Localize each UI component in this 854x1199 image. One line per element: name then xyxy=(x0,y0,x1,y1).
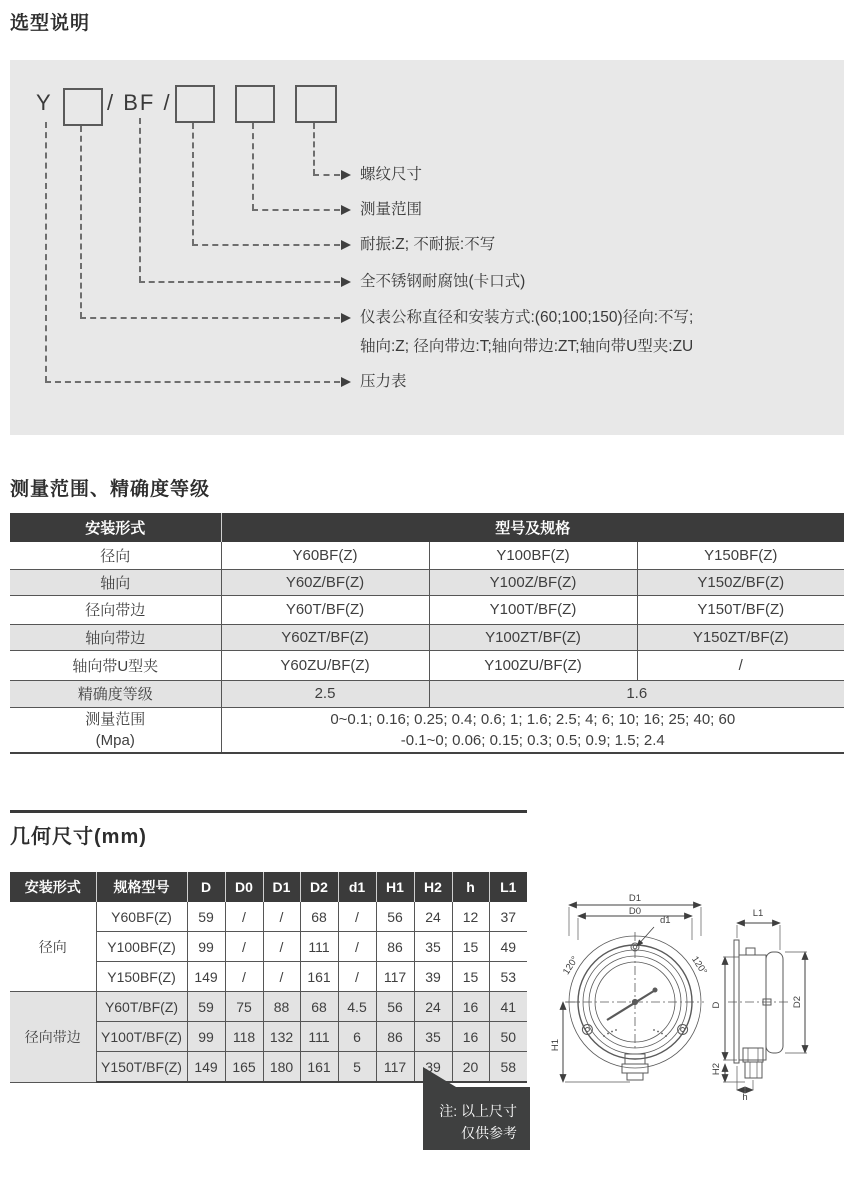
model-cell: Y100BF(Z) xyxy=(96,932,187,962)
range-label xyxy=(10,707,221,753)
value-cell: 56 xyxy=(376,992,414,1022)
dim-label-l1: L1 xyxy=(752,908,764,919)
group-label: 径向 xyxy=(10,902,96,992)
value-cell: 161 xyxy=(300,1052,338,1083)
gauge-drawing xyxy=(538,888,854,1105)
model-cell: Y60BF(Z) xyxy=(96,902,187,932)
range-values xyxy=(221,707,844,753)
range-label-text: 测量范围 xyxy=(85,710,146,728)
code-box-thread xyxy=(295,85,337,123)
group-label: 径向带边 xyxy=(10,992,96,1083)
value-cell: 5 xyxy=(338,1052,376,1083)
code-label-gauge: 压力表 xyxy=(360,373,407,390)
value-cell: 20 xyxy=(452,1052,489,1083)
value-cell: 180 xyxy=(263,1052,300,1083)
dashed-connector xyxy=(45,381,340,383)
arrow-icon xyxy=(341,205,351,215)
install-type-cell: 轴向带U型夹 xyxy=(10,650,221,680)
dashed-connector xyxy=(80,317,340,319)
value-cell: 165 xyxy=(225,1052,263,1083)
code-mid: / BF / xyxy=(107,90,172,115)
code-label-diameter-line1: 仪表公称直径和安装方式:(60;100;150)径向:不写; xyxy=(360,309,694,326)
value-cell: 37 xyxy=(489,902,527,932)
selection-panel xyxy=(10,60,844,435)
value-cell: / xyxy=(263,962,300,992)
value-cell: 53 xyxy=(489,962,527,992)
install-type-cell: 轴向 xyxy=(10,569,221,595)
arrow-icon xyxy=(341,170,351,180)
dim-label-h: h xyxy=(742,1092,748,1103)
range-unit: (Mpa) xyxy=(95,731,135,749)
dashed-connector xyxy=(80,126,82,318)
value-cell: / xyxy=(338,902,376,932)
value-cell: 35 xyxy=(414,932,452,962)
value-cell: 41 xyxy=(489,992,527,1022)
value-cell: 12 xyxy=(452,902,489,932)
model-cell: Y60T/BF(Z) xyxy=(96,992,187,1022)
model-cell: Y100ZT/BF(Z) xyxy=(429,624,637,650)
table-row xyxy=(10,569,844,595)
value-cell: 49 xyxy=(489,932,527,962)
arrow-icon xyxy=(341,377,351,387)
model-cell: Y150T/BF(Z) xyxy=(96,1052,187,1083)
dim-label-d: D xyxy=(711,1001,722,1009)
value-cell: 99 xyxy=(187,932,225,962)
col-header: D xyxy=(187,872,225,902)
model-cell: Y60T/BF(Z) xyxy=(221,595,429,624)
value-cell: / xyxy=(225,932,263,962)
value-cell: 149 xyxy=(187,962,225,992)
note-line2: 仅供参考 xyxy=(461,1125,517,1141)
arrow-icon xyxy=(341,313,351,323)
accuracy-value: 2.5 xyxy=(221,680,429,707)
section-divider xyxy=(10,810,527,813)
col-header-install: 安装形式 xyxy=(10,513,221,542)
spec-table xyxy=(10,513,844,754)
model-cell: Y150ZT/BF(Z) xyxy=(637,624,844,650)
value-cell: 15 xyxy=(452,932,489,962)
col-header-model: 型号及规格 xyxy=(221,513,844,542)
value-cell: 58 xyxy=(489,1052,527,1083)
code-box-vibration xyxy=(175,85,215,123)
value-cell: 68 xyxy=(300,902,338,932)
col-header: H1 xyxy=(376,872,414,902)
table-row xyxy=(10,542,844,569)
col-header: 规格型号 xyxy=(96,872,187,902)
table-row xyxy=(10,624,844,650)
code-label-material: 全不锈钢耐腐蚀(卡口式) xyxy=(360,273,526,290)
code-label-thread: 螺纹尺寸 xyxy=(360,166,423,183)
value-cell: 117 xyxy=(376,1052,414,1083)
col-header: D1 xyxy=(263,872,300,902)
table-row xyxy=(10,595,844,624)
dashed-connector xyxy=(139,118,141,282)
model-cell: Y150Z/BF(Z) xyxy=(637,569,844,595)
value-cell: 15 xyxy=(452,962,489,992)
value-cell: / xyxy=(263,932,300,962)
value-cell: 59 xyxy=(187,902,225,932)
dim-label-d1-small: d1 xyxy=(660,915,671,926)
note-line1: 注: 以上尺寸 xyxy=(439,1103,517,1119)
accuracy-value: 1.6 xyxy=(429,680,844,707)
value-cell: 86 xyxy=(376,1022,414,1052)
value-cell: 117 xyxy=(376,962,414,992)
dims-table xyxy=(10,872,527,1083)
table-header-row xyxy=(10,872,527,902)
dashed-connector xyxy=(45,122,47,382)
value-cell: 24 xyxy=(414,902,452,932)
range-line2: -0.1~0; 0.06; 0.15; 0.3; 0.5; 0.9; 1.5; 2.4 xyxy=(400,731,665,749)
value-cell: 50 xyxy=(489,1022,527,1052)
value-cell: 39 xyxy=(414,1052,452,1083)
value-cell: 16 xyxy=(452,992,489,1022)
table-row xyxy=(10,650,844,680)
dim-label-deg-left: 120° xyxy=(560,954,581,977)
model-cell: Y60ZU/BF(Z) xyxy=(221,650,429,680)
value-cell: 118 xyxy=(225,1022,263,1052)
value-cell: 39 xyxy=(414,962,452,992)
model-cell: / xyxy=(637,650,844,680)
value-cell: 68 xyxy=(300,992,338,1022)
model-cell: Y100T/BF(Z) xyxy=(96,1022,187,1052)
dashed-connector xyxy=(192,123,194,245)
range-row xyxy=(10,707,844,753)
spec-title: 测量范围、精确度等级 xyxy=(10,479,211,500)
value-cell: 88 xyxy=(263,992,300,1022)
table-row xyxy=(10,902,527,932)
dims-title: 几何尺寸(mm) xyxy=(10,826,147,848)
col-header: d1 xyxy=(338,872,376,902)
dashed-connector xyxy=(252,209,340,211)
model-cell: Y60BF(Z) xyxy=(221,542,429,569)
value-cell: / xyxy=(338,962,376,992)
dim-label-d1-big: D1 xyxy=(628,893,642,904)
model-cell: Y60ZT/BF(Z) xyxy=(221,624,429,650)
dashed-connector xyxy=(252,123,254,210)
model-cell: Y60Z/BF(Z) xyxy=(221,569,429,595)
arrow-icon xyxy=(341,277,351,287)
col-header: h xyxy=(452,872,489,902)
install-type-cell: 径向带边 xyxy=(10,595,221,624)
value-cell: 132 xyxy=(263,1022,300,1052)
value-cell: 24 xyxy=(414,992,452,1022)
model-cell: Y150BF(Z) xyxy=(96,962,187,992)
dashed-connector xyxy=(139,281,340,283)
code-box-diameter xyxy=(63,88,103,126)
code-box-range xyxy=(235,85,275,123)
value-cell: / xyxy=(225,962,263,992)
dim-label-h2: H2 xyxy=(711,1062,722,1076)
value-cell: / xyxy=(225,902,263,932)
model-cell: Y150T/BF(Z) xyxy=(637,595,844,624)
value-cell: 59 xyxy=(187,992,225,1022)
accuracy-label: 精确度等级 xyxy=(10,680,221,707)
value-cell: 4.5 xyxy=(338,992,376,1022)
code-label-range: 测量范围 xyxy=(360,201,423,218)
value-cell: / xyxy=(263,902,300,932)
col-header: D2 xyxy=(300,872,338,902)
dashed-connector xyxy=(192,244,340,246)
dim-label-h1: H1 xyxy=(550,1038,561,1052)
code-label-vibration: 耐振:Z; 不耐振:不写 xyxy=(360,236,496,253)
range-line1: 0~0.1; 0.16; 0.25; 0.4; 0.6; 1; 1.6; 2.5; 4; 6; 10; 16; 25; 40; 60 xyxy=(330,710,736,728)
value-cell: 86 xyxy=(376,932,414,962)
model-cell: Y100T/BF(Z) xyxy=(429,595,637,624)
value-cell: 6 xyxy=(338,1022,376,1052)
col-header: D0 xyxy=(225,872,263,902)
table-row xyxy=(10,992,527,1022)
accuracy-row xyxy=(10,680,844,707)
code-label-diameter-line2: 轴向:Z; 径向带边:T;轴向带边:ZT;轴向带U型夹:ZU xyxy=(360,338,694,355)
value-cell: 35 xyxy=(414,1022,452,1052)
col-header: 安装形式 xyxy=(10,872,96,902)
dim-label-d0: D0 xyxy=(628,906,642,917)
install-type-cell: 轴向带边 xyxy=(10,624,221,650)
value-cell: 75 xyxy=(225,992,263,1022)
arrow-icon xyxy=(341,240,351,250)
dim-label-deg-right: 120° xyxy=(689,954,710,977)
value-cell: 161 xyxy=(300,962,338,992)
col-header: L1 xyxy=(489,872,527,902)
value-cell: 16 xyxy=(452,1022,489,1052)
table-header-row xyxy=(10,513,844,542)
model-cell: Y100ZU/BF(Z) xyxy=(429,650,637,680)
value-cell: 111 xyxy=(300,932,338,962)
value-cell: 111 xyxy=(300,1022,338,1052)
selection-title: 选型说明 xyxy=(10,13,91,34)
value-cell: 149 xyxy=(187,1052,225,1083)
dashed-connector xyxy=(313,174,340,176)
dim-label-d2: D2 xyxy=(792,995,803,1009)
model-cell: Y150BF(Z) xyxy=(637,542,844,569)
dashed-connector xyxy=(313,123,315,175)
col-header: H2 xyxy=(414,872,452,902)
code-prefix: Y xyxy=(36,90,51,115)
model-cell: Y100BF(Z) xyxy=(429,542,637,569)
note-bubble xyxy=(423,1087,530,1150)
note-bubble-tail xyxy=(423,1067,456,1087)
install-type-cell: 径向 xyxy=(10,542,221,569)
value-cell: 56 xyxy=(376,902,414,932)
value-cell: / xyxy=(338,932,376,962)
value-cell: 99 xyxy=(187,1022,225,1052)
model-cell: Y100Z/BF(Z) xyxy=(429,569,637,595)
